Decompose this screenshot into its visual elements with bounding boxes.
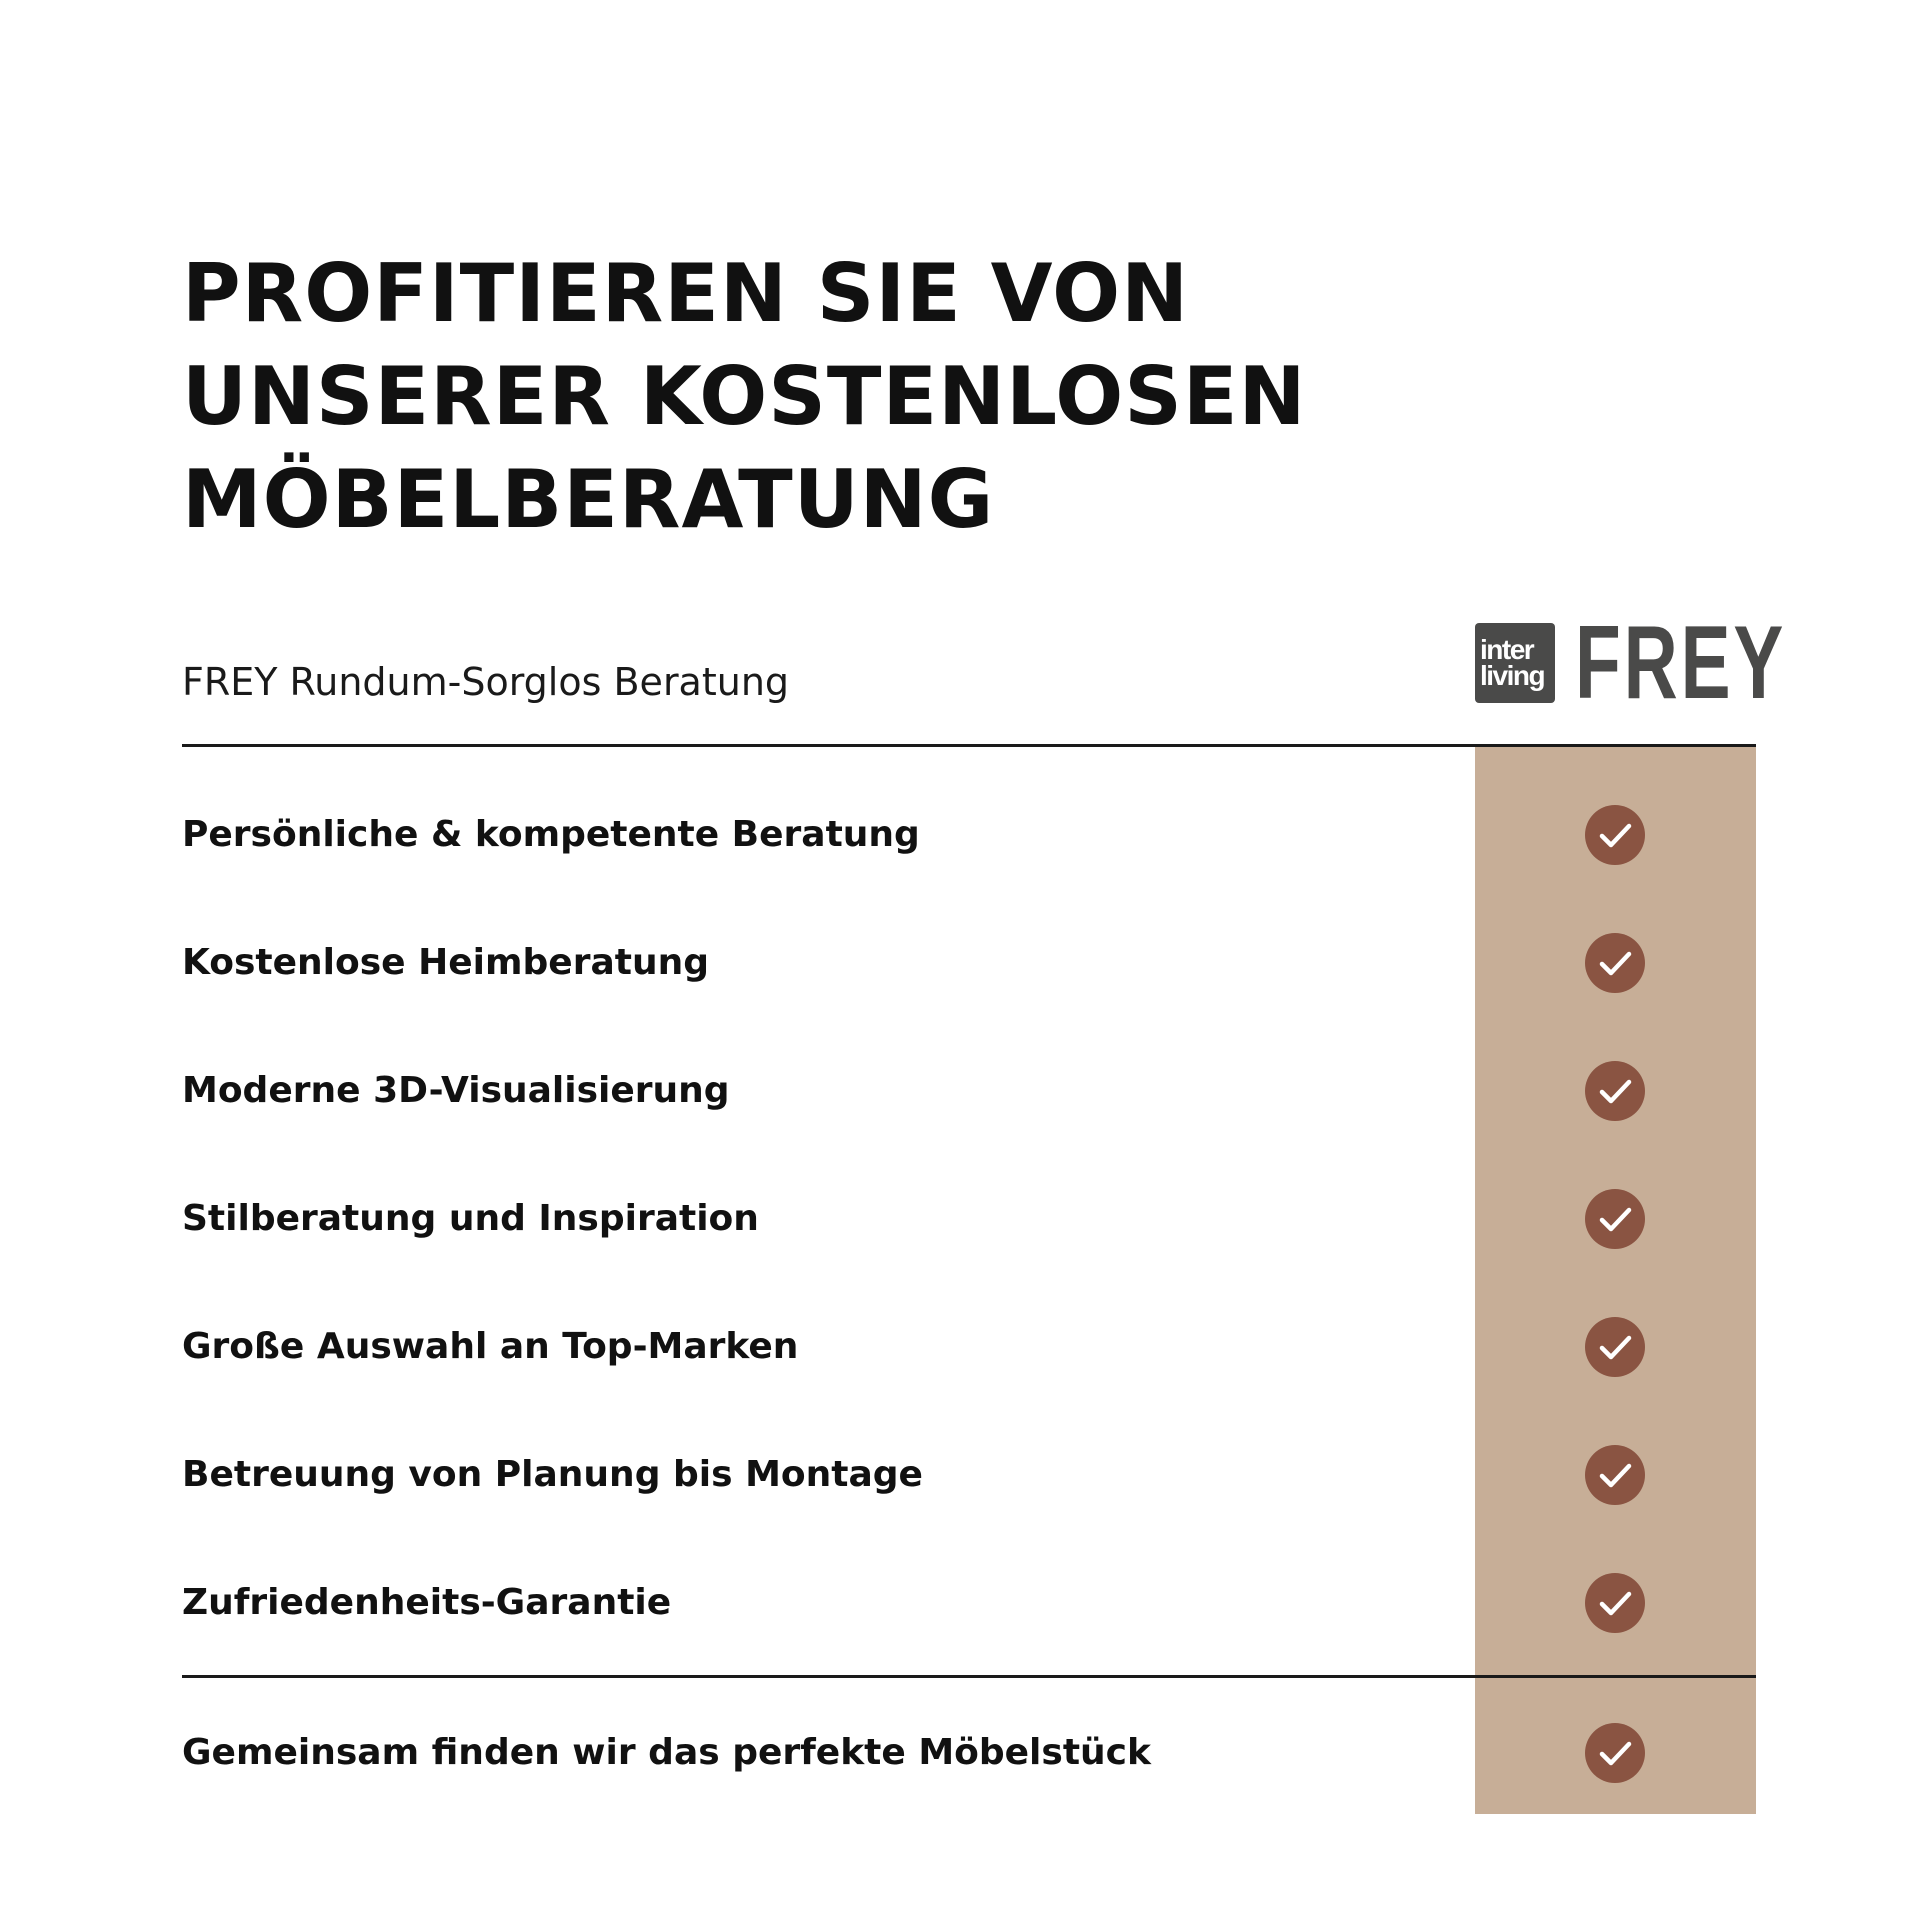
frey-wordmark: FREY — [1575, 605, 1787, 721]
row-label: Betreuung von Planung bis Montage — [182, 1454, 923, 1495]
row-label: Persönliche & kompetente Beratung — [182, 814, 920, 855]
page-title — [182, 242, 1682, 551]
row-label: Kostenlose Heimberatung — [182, 942, 709, 983]
checkmark-circle-icon — [1585, 1061, 1645, 1121]
table-row — [182, 1174, 1756, 1264]
headline-line-2: UNSERER KOSTENLOSEN — [182, 350, 1307, 443]
table-top-divider — [182, 744, 1756, 747]
table-footer-row — [182, 1708, 1756, 1798]
row-label: Große Auswahl an Top-Marken — [182, 1326, 799, 1367]
row-label: Stilberatung und Inspiration — [182, 1198, 759, 1239]
checkmark-circle-icon — [1585, 933, 1645, 993]
table-row — [182, 790, 1756, 880]
interliving-frey-logo — [1475, 605, 1868, 721]
table-bottom-divider — [182, 1675, 1756, 1678]
checkmark-circle-icon — [1585, 1573, 1645, 1633]
table-row — [182, 1046, 1756, 1136]
table-row — [182, 1302, 1756, 1392]
row-label: Zufriedenheits-Garantie — [182, 1582, 672, 1623]
table-row — [182, 1430, 1756, 1520]
table-row — [182, 918, 1756, 1008]
checkmark-circle-icon — [1585, 1189, 1645, 1249]
checkmark-circle-icon — [1585, 1723, 1645, 1783]
comparison-header-label: FREY Rundum-Sorglos Beratung — [182, 660, 790, 704]
checkmark-circle-icon — [1585, 1317, 1645, 1377]
badge-text-line-1: inter — [1480, 634, 1534, 665]
frey-highlight-column — [1475, 745, 1756, 1814]
row-label: Moderne 3D-Visualisierung — [182, 1070, 730, 1111]
headline-line-3: MÖBELBERATUNG — [182, 453, 995, 546]
table-row — [182, 1558, 1756, 1648]
row-label: Gemeinsam finden wir das perfekte Möbelstück — [182, 1732, 1151, 1773]
checkmark-circle-icon — [1585, 1445, 1645, 1505]
checkmark-circle-icon — [1585, 805, 1645, 865]
headline-line-1: PROFITIEREN SIE VON — [182, 247, 1190, 340]
interliving-badge — [1475, 623, 1555, 703]
badge-text-line-2: living — [1480, 660, 1545, 691]
